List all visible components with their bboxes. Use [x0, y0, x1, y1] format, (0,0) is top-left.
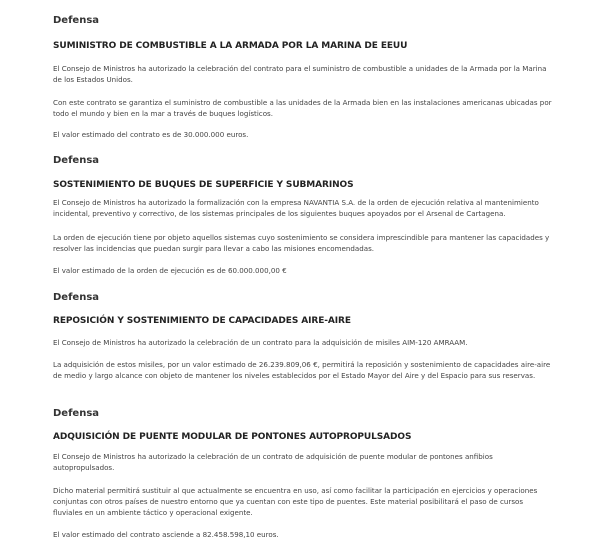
section-paragraph: El valor estimado del contrato es de 30.000.000 euros.: [53, 130, 249, 139]
section-paragraph: Con este contrato se garantiza el suministro de combustible a las unidades de la Armada bien en las instalaciones americanas ubicadas por todo el mundo y bien en la mar a través de buques logísticos.: [53, 98, 552, 118]
section-combustible: [53, 15, 553, 139]
section-aire-aire: [53, 292, 553, 380]
section-title: REPOSICIÓN Y SOSTENIMIENTO DE CAPACIDADES AIRE-AIRE: [53, 316, 351, 326]
section-category: Defensa: [53, 292, 100, 303]
section-category: Defensa: [53, 15, 100, 26]
section-paragraph: El Consejo de Ministros ha autorizado la formalización con la empresa NAVANTIA S.A. de la orden de ejecución relativa al mantenimiento incidental, preventivo y correctivo, de los sistemas principales de los siguientes buques apoyados por el Arsenal de Cartagena.: [53, 198, 539, 218]
section-title: SOSTENIMIENTO DE BUQUES DE SUPERFICIE Y SUBMARINOS: [53, 180, 354, 190]
section-title: SUMINISTRO DE COMBUSTIBLE A LA ARMADA POR LA MARINA DE EEUU: [53, 41, 408, 51]
section-paragraph: El valor estimado de la orden de ejecución es de 60.000.000,00 €: [53, 266, 287, 275]
section-paragraph: La orden de ejecución tiene por objeto aquellos sistemas cuyo sostenimiento se considera imprescindible para mantener las capacidades y resolver las incidencias que puedan surgir para llevar a cabo las misiones encomendadas.: [53, 233, 550, 253]
section-paragraph: El Consejo de Ministros ha autorizado la celebración de un contrato para la adquisición de misiles AIM-120 AMRAAM.: [53, 338, 468, 347]
section-puente-modular: [53, 408, 553, 539]
section-buques: [53, 155, 553, 275]
section-paragraph: La adquisición de estos misiles, por un valor estimado de 26.239.809,06 €, permitirá la reposición y sostenimiento de capacidades aire-aire de medio y largo alcance con objeto de mantener los niveles establecidos por el Estado Mayor del Aire y del Espacio para sus reservas.: [53, 360, 551, 380]
section-paragraph: El valor estimado del contrato asciende a 82.458.598,10 euros.: [53, 530, 279, 539]
section-paragraph: Dicho material permitirá sustituir al que actualmente se encuentra en uso, así como facilitar la participación en ejercicios y operaciones conjuntas con otros países de nuestro entorno que ya cuentan con este tipo de puentes. Este material posibilitará el paso de cursos fluviales en un ambiente táctico y operacional exigente.: [53, 486, 538, 517]
section-paragraph: El Consejo de Ministros ha autorizado la celebración de un contrato de adquisición de puente modular de pontones anfibios autopropulsados.: [53, 452, 493, 472]
section-title: ADQUISICIÓN DE PUENTE MODULAR DE PONTONES AUTOPROPULSADOS: [53, 432, 412, 442]
section-category: Defensa: [53, 155, 100, 166]
section-paragraph: El Consejo de Ministros ha autorizado la celebración del contrato para el suministro de combustible a unidades de la Armada por la Marina de los Estados Unidos.: [53, 64, 547, 84]
section-category: Defensa: [53, 408, 100, 419]
